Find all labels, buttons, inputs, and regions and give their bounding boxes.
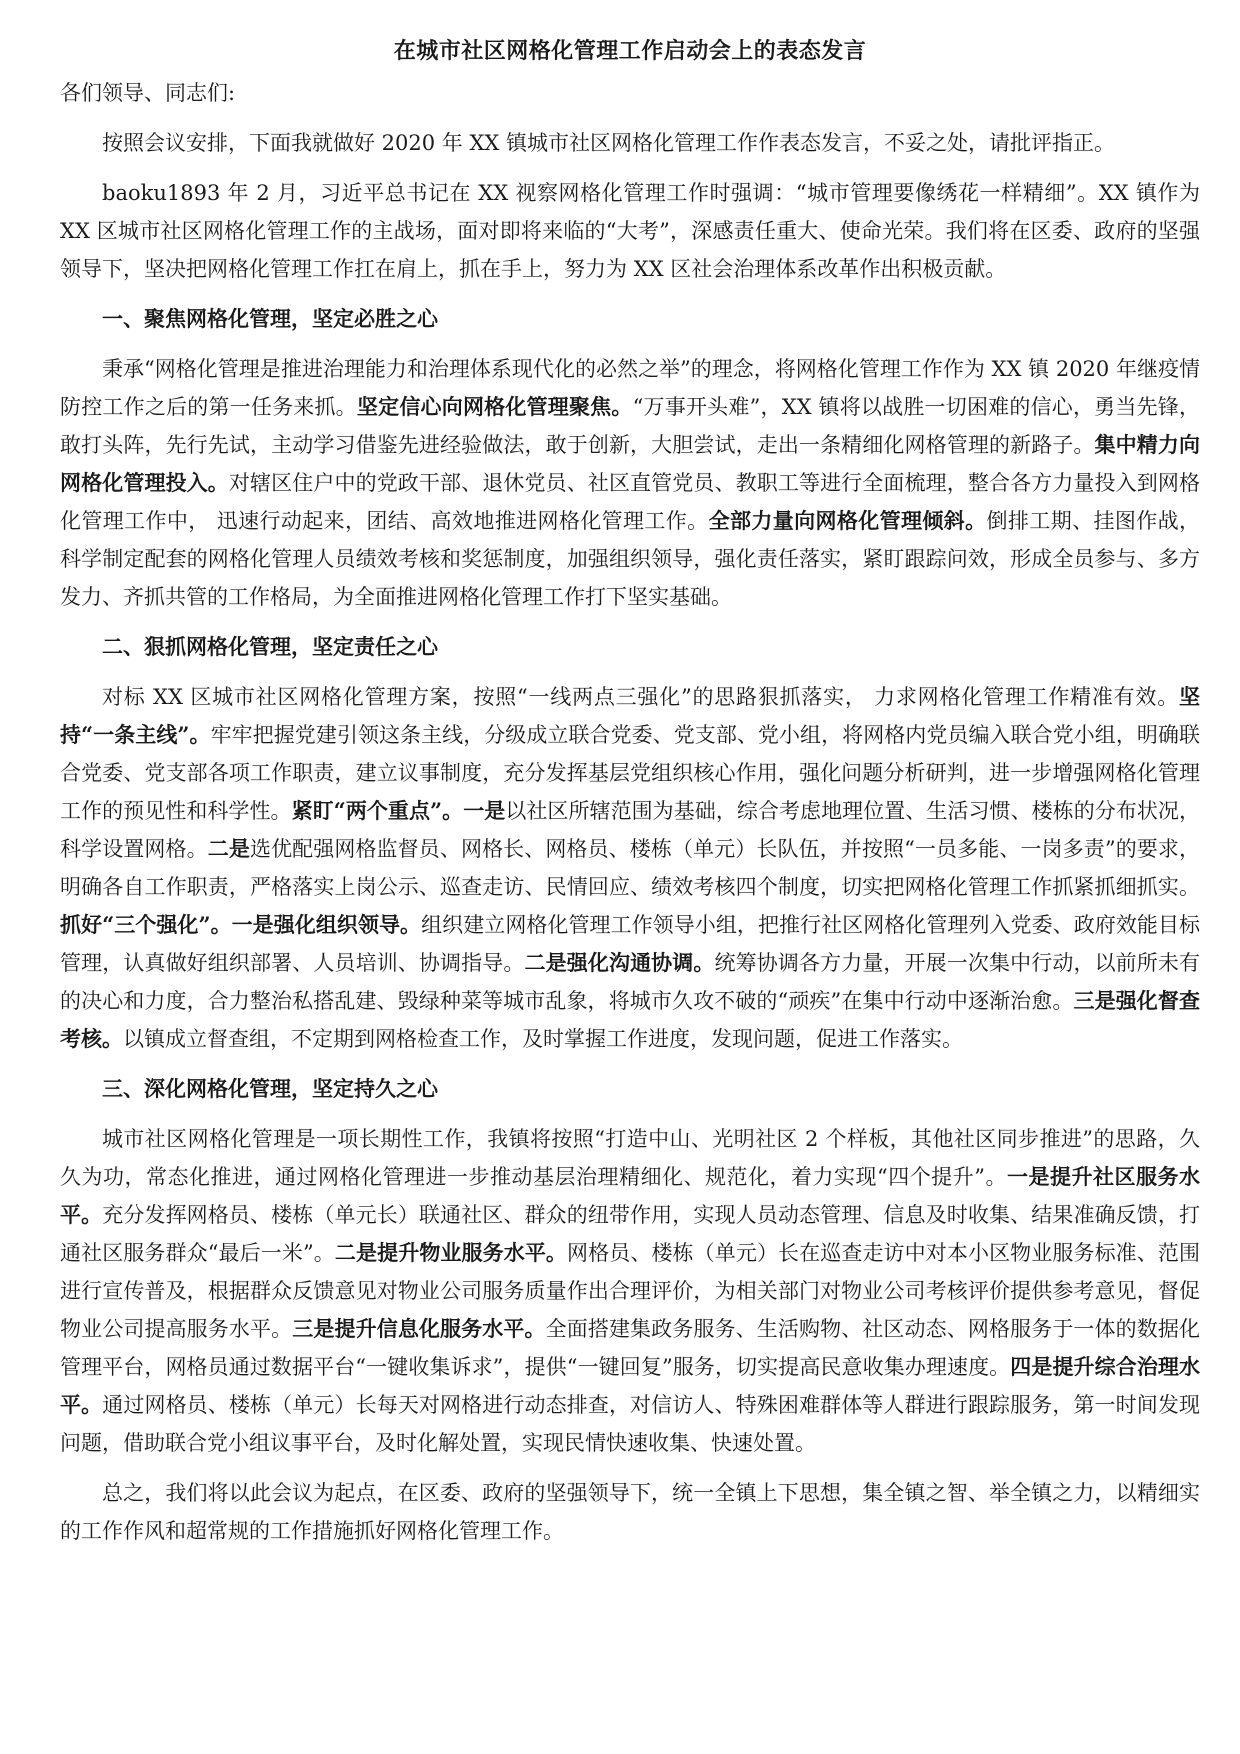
- body-paragraph: [60, 1120, 1200, 1462]
- text-run: 倒排工期、挂图作战，科学制定配套的网格化管理人员绩效考核和奖惩制度，加强组织领导，强化责任落实，紧盯跟踪问效，形成全员参与、多方发力、齐抓共管的工作格局，为全面推进网格化管理工作打下坚实基础。: [60, 509, 1200, 609]
- bold-text-run: 抓好“三个强化”。一是强化组织领导。: [60, 912, 422, 937]
- bold-text-run: 三、深化网格化管理，坚定持久之心: [102, 1076, 438, 1101]
- text-run: baoku1893 年 2 月，习近平总书记在 XX 视察网格化管理工作时强调：“城市管理要像绣花一样精细”。XX 镇作为 XX 区城市社区网格化管理工作的主战场，面对即将来临的“大考”，深感责任重大、使命光荣。我们将在区委、政府的坚强领导下，坚决把网格化管理工作扛在肩上，抓在手上，努力为 XX 区社会治理体系改革作出积极贡献。: [60, 181, 1200, 281]
- bold-text-run: 一、聚焦网格化管理，坚定必胜之心: [102, 306, 438, 331]
- bold-text-run: 全部力量向网格化管理倾斜。: [708, 508, 987, 533]
- text-run: 全面搭建集政务服务、生活购物、社区动态、网格服务于一体的数据化管理平台，网格员通过数据平台“一键收集诉求”，提供“一键回复”服务，切实提高民意收集办理速度。: [60, 1317, 1201, 1379]
- text-run: “万事开头难”，XX 镇将以战胜一切困难的信心，勇当先锋，敢打头阵，先行先试，主动学习借鉴先进经验做法，敢于创新，大胆尝试，走出一条精细化网格管理的新路子。: [60, 395, 1201, 457]
- bold-text-run: 紧盯“两个重点”。一是: [291, 798, 506, 823]
- document-title: 在城市社区网格化管理工作启动会上的表态发言: [393, 38, 867, 64]
- text-run: 牢牢把握党建引领这条主线，分级成立联合党委、党支部、党小组，将网格内党员编入联合党小组，明确联合党委、党支部各项工作职责，建立议事制度，充分发挥基层党组织核心作用，强化问题分析研判，进一步增强网格化管理工作的预见性和科学性。: [60, 723, 1200, 823]
- bold-text-run: 二是: [207, 836, 250, 861]
- text-run: 秉承“网格化管理是推进治理能力和治理体系现代化的必然之举”的理念，将网格化管理工作作为 XX 镇 2020 年继疫情防控工作之后的第一任务来抓。: [60, 357, 1200, 419]
- section-heading: [60, 300, 1200, 338]
- text-run: 以镇成立督查组，不定期到网格检查工作，及时掌握工作进度，发现问题，促进工作落实。: [123, 1027, 963, 1051]
- bold-text-run: 集中精力向网格化管理投入。: [60, 432, 1200, 495]
- text-run: 充分发挥网格员、楼栋（单元长）联通社区、群众的纽带作用，实现人员动态管理、信息及时收集、结果准确反馈，打通社区服务群众“最后一米”。: [60, 1203, 1201, 1265]
- text-run: 对标 XX 区城市社区网格化管理方案，按照“一线两点三强化”的思路狠抓落实， 力求网格化管理工作精准有效。: [102, 685, 1179, 709]
- text-run: 通过网格员、楼栋（单元）长每天对网格进行动态排查，对信访人、特殊困难群体等人群进行跟踪服务，第一时间发现问题，借助联合党小组议事平台，及时化解处置，实现民情快速收集、快速处置。: [60, 1393, 1201, 1455]
- body-paragraph: [60, 174, 1200, 288]
- text-run: 以社区所辖范围为基础，综合考虑地理位置、生活习惯、楼栋的分布状况，科学设置网格。: [60, 799, 1200, 861]
- body-paragraph: [60, 678, 1200, 1058]
- section-heading: [60, 628, 1200, 666]
- salutation: 各们领导、同志们:: [60, 81, 236, 105]
- text-run: 城市社区网格化管理是一项长期性工作，我镇将按照“打造中山、光明社区 2 个样板，其他社区同步推进”的思路，久久为功，常态化推进，通过网格化管理进一步推动基层治理精细化、规范化，着力实现“四个提升”。: [60, 1127, 1200, 1189]
- bold-text-run: 三是提升信息化服务水平。: [292, 1316, 546, 1341]
- text-run: 统筹协调各方力量，开展一次集中行动，以前所未有的决心和力度，合力整治私搭乱建、毁绿种菜等城市乱象，将城市久攻不破的“顽疾”在集中行动中逐渐治愈。: [60, 951, 1201, 1013]
- bold-text-run: 坚持“一条主线”。: [60, 684, 1200, 747]
- text-run: 按照会议安排，下面我就做好 2020 年 XX 镇城市社区网格化管理工作作表态发言，不妥之处，请批评指正。: [102, 131, 1116, 155]
- body-paragraph: [60, 1474, 1200, 1550]
- bold-text-run: 三是强化督查考核。: [60, 988, 1201, 1051]
- text-run: 总之，我们将以此会议为起点，在区委、政府的坚强领导下，统一全镇上下思想，集全镇之智、举全镇之力，以精细实的工作作风和超常规的工作措施抓好网格化管理工作。: [60, 1481, 1200, 1543]
- text-run: 对辖区住户中的党政干部、退休党员、社区直管党员、教职工等进行全面梳理，整合各方力量投入到网格化管理工作中， 迅速行动起来，团结、高效地推进网格化管理工作。: [60, 471, 1200, 533]
- body-paragraph: [60, 350, 1200, 616]
- bold-text-run: 二是提升物业服务水平。: [334, 1240, 568, 1265]
- text-run: 组织建立网格化管理工作领导小组，把推行社区网格化管理列入党委、政府效能目标管理，认真做好组织部署、人员培训、协调指导。: [60, 913, 1200, 975]
- section-heading: [60, 1070, 1200, 1108]
- bold-text-run: 坚定信心向网格化管理聚焦。: [356, 394, 633, 419]
- body-paragraph: [60, 124, 1200, 162]
- document-body: [60, 124, 1200, 1550]
- bold-text-run: 四是提升综合治理水平。: [60, 1354, 1200, 1417]
- text-run: 网格员、楼栋（单元）长在巡查走访中对本小区物业服务标准、范围进行宣传普及，根据群众反馈意见对物业公司服务质量作出合理评价，为相关部门对物业公司考核评价提供参考意见，督促物业公司提高服务水平。: [60, 1241, 1200, 1341]
- bold-text-run: 二是强化沟通协调。: [524, 950, 715, 975]
- text-run: 选优配强网格监督员、网格长、网格员、楼栋（单元）长队伍，并按照“一员多能、一岗多责”的要求，明确各自工作职责，严格落实上岗公示、巡查走访、民情回应、绩效考核四个制度，切实把网格化管理工作抓紧抓细抓实。: [60, 837, 1201, 899]
- bold-text-run: 一是提升社区服务水平。: [60, 1164, 1201, 1227]
- bold-text-run: 二、狠抓网格化管理，坚定责任之心: [102, 634, 438, 659]
